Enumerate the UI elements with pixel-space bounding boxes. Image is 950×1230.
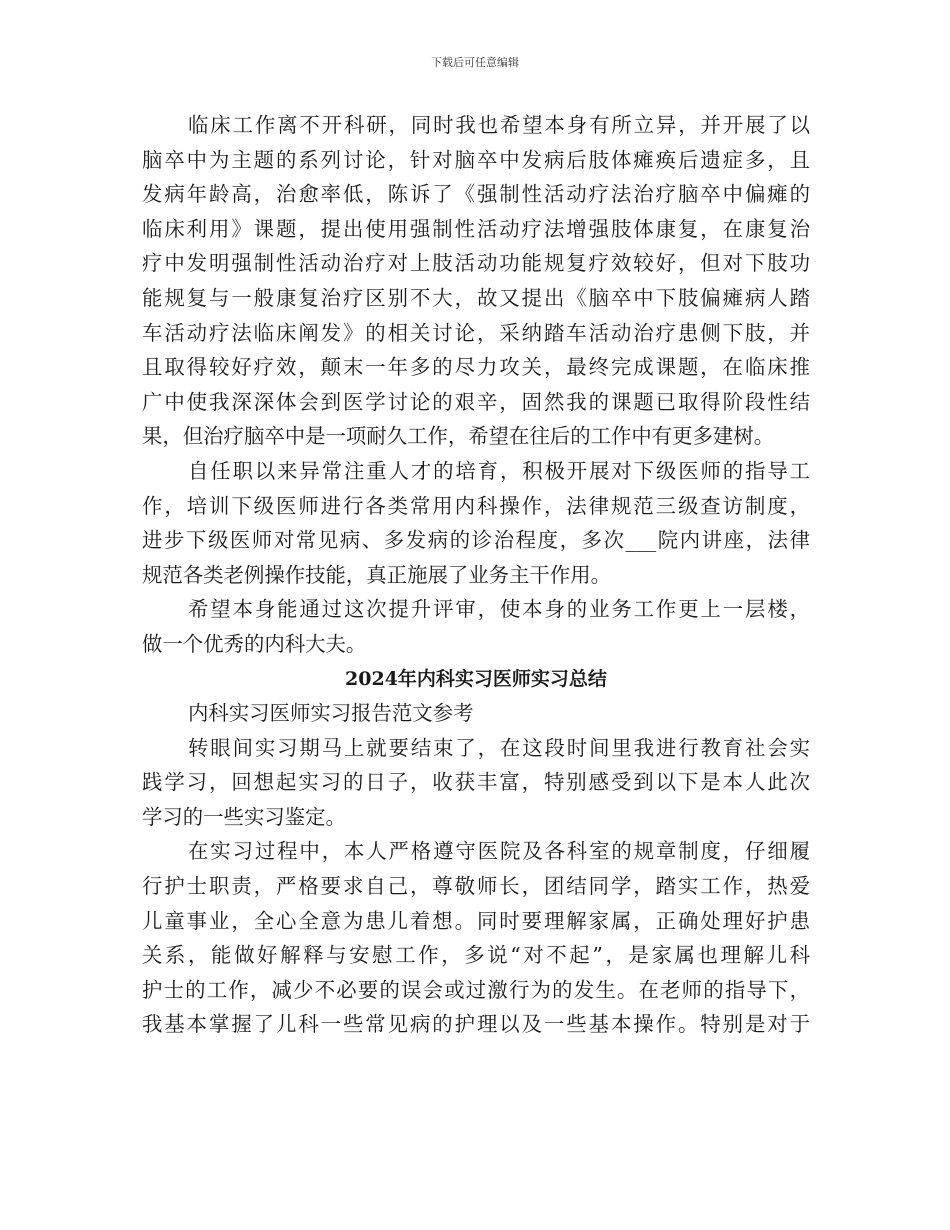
paragraph-line: 临床利用》课题，提出使用强制性活动疗法增强肢体康复，在康复治 [142, 216, 810, 241]
paragraph-line: 疗中发明强制性活动治疗对上肢活动功能规复疗效较好，但对下肢功 [142, 251, 810, 276]
paragraph-line: 我基本掌握了儿科一些常见病的护理以及一些基本操作。特别是对于 [142, 1012, 810, 1037]
paragraph-line: 进步下级医师对常见病、多发病的诊治程度，多次___院内讲座，法律 [142, 528, 810, 553]
paragraph-line: 能规复与一般康复治疗区别不大，故又提出《脑卒中下肢偏瘫病人踏 [142, 285, 810, 310]
paragraph-line: 践学习，回想起实习的日子，收获丰富，特别感受到以下是本人此次 [142, 770, 810, 795]
paragraph-line: 果，但治疗脑卒中是一项耐久工作，希望在往后的工作中有更多建树。 [142, 424, 775, 449]
paragraph-line: 在实习过程中，本人严格遵守医院及各科室的规章制度，仔细履 [188, 839, 810, 864]
section-title: 2024年内科实习医师实习总结 [345, 667, 607, 690]
paragraph-line: 脑卒中为主题的系列讨论，针对脑卒中发病后肢体瘫痪后遗症多，且 [142, 147, 810, 172]
paragraph-line: 转眼间实习期马上就要结束了，在这段时间里我进行教育社会实 [188, 735, 810, 760]
paragraph-line: 作，培训下级医师进行各类常用内科操作，法律规范三级查访制度， [142, 493, 810, 518]
paragraph-line: 车活动疗法临床阐发》的相关讨论，采纳踏车活动治疗患侧下肢，并 [142, 320, 810, 345]
paragraph-line: 希望本身能通过这次提升评审，使本身的业务工作更上一层楼， [188, 597, 810, 622]
paragraph-line: 做一个优秀的内科大夫。 [142, 631, 367, 656]
page-header: 下载后可任意编辑 [431, 56, 519, 69]
paragraph-line: 且取得较好疗效，颠末一年多的尽力攻关，最终完成课题，在临床推 [142, 355, 810, 380]
paragraph-line: 行护士职责，严格要求自己，尊敬师长，团结同学，踏实工作，热爱 [142, 874, 810, 899]
paragraph-line: 发病年龄高，治愈率低，陈诉了《强制性活动疗法治疗脑卒中偏瘫的 [142, 182, 810, 207]
paragraph-line: 关系，能做好解释与安慰工作，多说“对不起”，是家属也理解儿科 [142, 943, 810, 968]
paragraph-line: 学习的一些实习鉴定。 [142, 804, 346, 829]
paragraph-line: 儿童事业，全心全意为患儿着想。同时要理解家属，正确处理好护患 [142, 908, 810, 933]
paragraph-line: 广中使我深深体会到医学讨论的艰辛，固然我的课题已取得阶段性结 [142, 389, 810, 414]
paragraph-line: 规范各类老例操作技能，真正施展了业务主干作用。 [142, 562, 611, 587]
paragraph-line: 护士的工作，减少不必要的误会或过激行为的发生。在老师的指导下， [142, 977, 810, 1002]
paragraph-line: 自任职以来异常注重人才的培育，积极开展对下级医师的指导工 [188, 458, 810, 483]
section-subtitle: 内科实习医师实习报告范文参考 [188, 701, 474, 726]
paragraph-line: 临床工作离不开科研，同时我也希望本身有所立异，并开展了以 [188, 113, 810, 137]
document-body [142, 108, 810, 1042]
